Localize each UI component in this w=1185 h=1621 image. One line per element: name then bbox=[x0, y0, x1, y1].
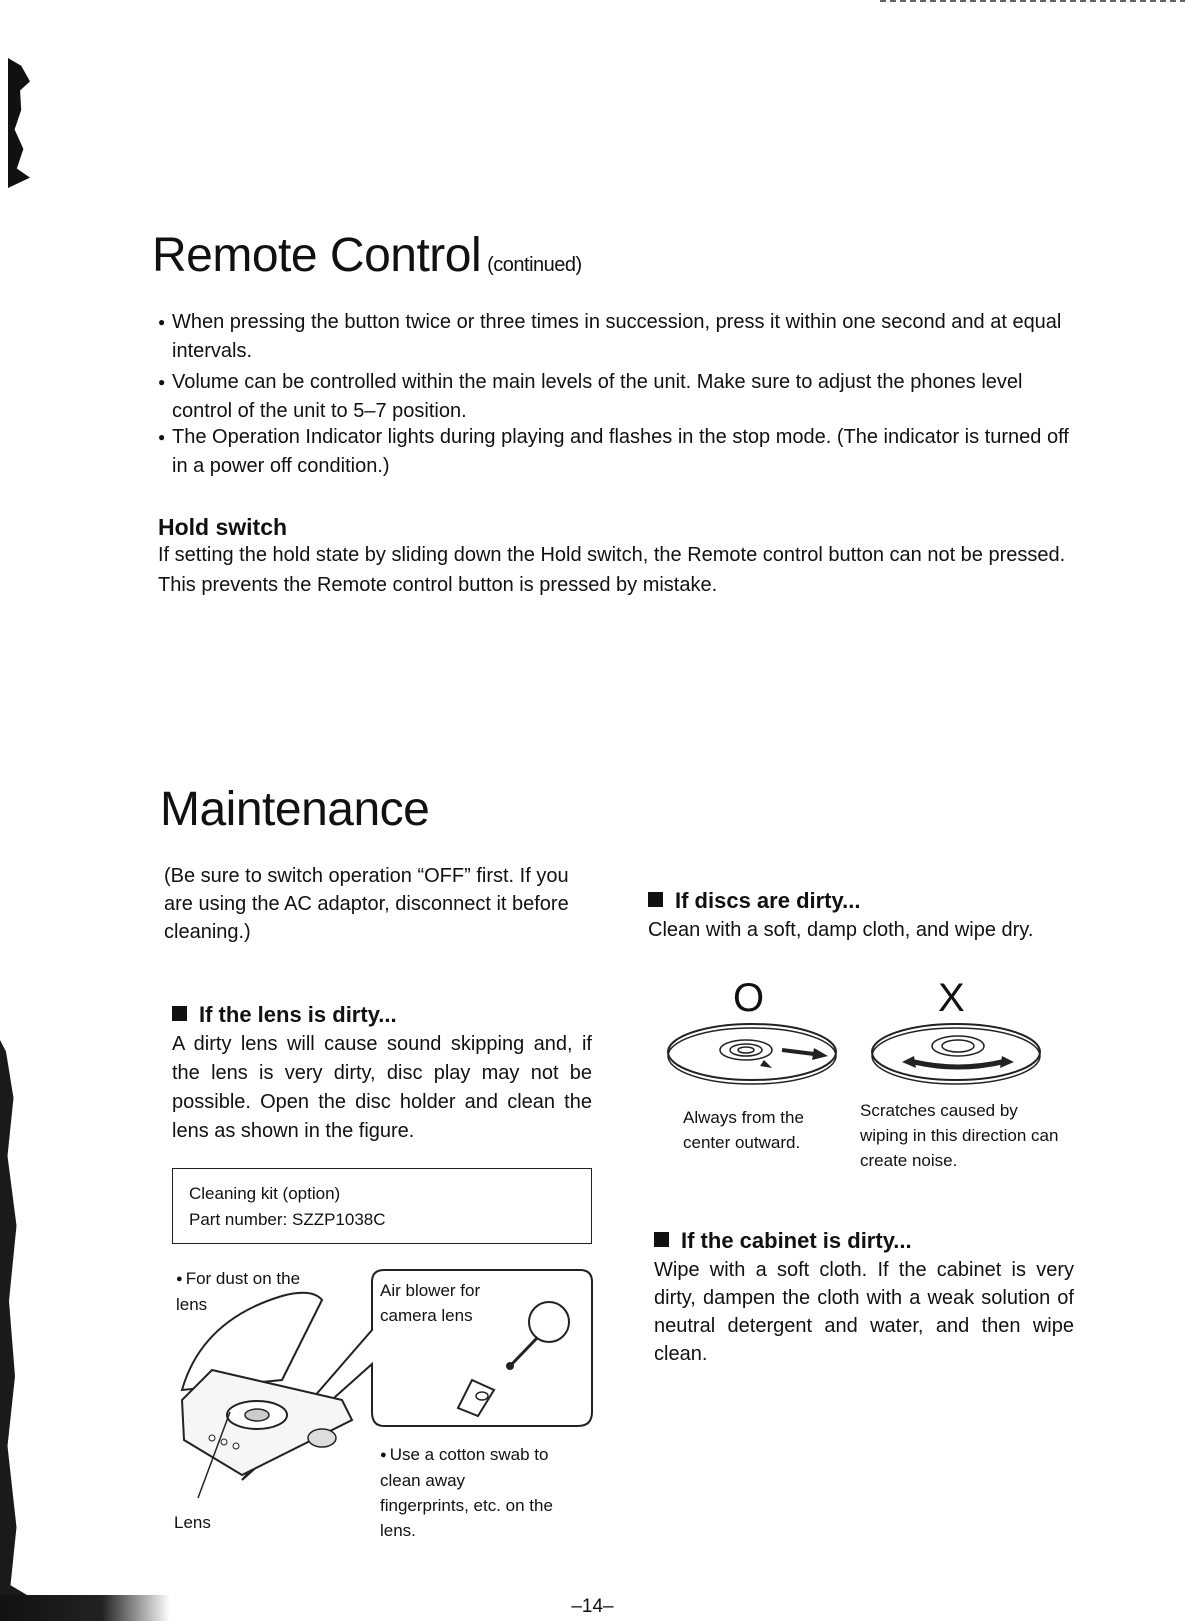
lens-heading-text: If the lens is dirty... bbox=[199, 1002, 397, 1027]
maintenance-title: Maintenance bbox=[160, 783, 430, 836]
cd-player-lid bbox=[182, 1293, 322, 1390]
cabinet-heading bbox=[654, 1228, 912, 1254]
kit-line-2: Part number: SZZP1038C bbox=[189, 1210, 386, 1229]
dust-label: ● For dust on the lens bbox=[176, 1266, 316, 1317]
disc-wrong-icon bbox=[868, 1020, 1048, 1092]
remote-bullet-list bbox=[158, 308, 1073, 481]
discs-text: Clean with a soft, damp cloth, and wipe dry. bbox=[648, 919, 1034, 941]
disc-correct-icon bbox=[664, 1020, 844, 1092]
scan-artifact-top bbox=[8, 58, 30, 188]
air-blower-tip bbox=[506, 1362, 514, 1370]
hold-switch-text: If setting the hold state by sliding down the Hold switch, the Remote control button can not be pressed. This prevents the Remote control button is pressed by mistake. bbox=[158, 544, 1066, 596]
cd-player-hub bbox=[245, 1409, 269, 1421]
lens-heading bbox=[172, 1002, 397, 1028]
scan-artifact-top-line bbox=[880, 0, 1185, 2]
remote-bullet: ● The Operation Indicator lights during playing and flashes in the stop mode. (The indicator is turned off in a power off condition.) bbox=[158, 423, 1073, 481]
correct-caption: Always from the center outward. bbox=[683, 1108, 804, 1152]
discs-heading-text: If discs are dirty... bbox=[675, 888, 861, 913]
square-bullet-icon bbox=[172, 1006, 187, 1021]
cd-player-button bbox=[308, 1429, 336, 1447]
lens-text: A dirty lens will cause sound skipping and, if the lens is very dirty, disc play may not be possible. Open the disc holder and clean the lens as shown in the figure. bbox=[172, 1033, 592, 1142]
remote-control-title bbox=[152, 228, 582, 283]
discs-heading bbox=[648, 888, 860, 914]
air-blower-icon bbox=[529, 1302, 569, 1342]
swab-label: ● Use a cotton swab to clean away fingerprints, etc. on the lens. bbox=[380, 1442, 555, 1543]
scan-artifact-bottom bbox=[0, 1040, 30, 1620]
remote-title-suffix: (continued) bbox=[487, 254, 582, 276]
wrong-caption: Scratches caused by wiping in this direction can create noise. bbox=[860, 1101, 1059, 1170]
correct-mark: O bbox=[733, 976, 765, 1020]
remote-bullet: ● Volume can be controlled within the main levels of the unit. Make sure to adjust the phones level control of the unit to 5–7 position. bbox=[158, 368, 1073, 426]
maintenance-intro: (Be sure to switch operation “OFF” first. If you are using the AC adaptor, disconnect it before cleaning.) bbox=[164, 865, 569, 943]
kit-line-1: Cleaning kit (option) bbox=[189, 1184, 341, 1203]
hold-switch-heading: Hold switch bbox=[158, 514, 288, 540]
remote-title-text: Remote Control bbox=[152, 229, 482, 282]
wrong-mark: X bbox=[938, 976, 965, 1020]
page-number: –14– bbox=[571, 1596, 614, 1617]
cabinet-text: Wipe with a soft cloth. If the cabinet is very dirty, dampen the cloth with a weak solution of neutral detergent and water, and then wipe clean. bbox=[654, 1259, 1074, 1365]
square-bullet-icon bbox=[648, 892, 663, 907]
cleaning-kit-box bbox=[172, 1168, 592, 1244]
remote-bullet: ● When pressing the button twice or three times in succession, press it within one second and at equal intervals. bbox=[158, 308, 1073, 366]
square-bullet-icon bbox=[654, 1232, 669, 1247]
lens-label: Lens bbox=[174, 1513, 211, 1532]
blower-label: Air blower for camera lens bbox=[380, 1281, 481, 1325]
cabinet-heading-text: If the cabinet is dirty... bbox=[681, 1228, 912, 1253]
